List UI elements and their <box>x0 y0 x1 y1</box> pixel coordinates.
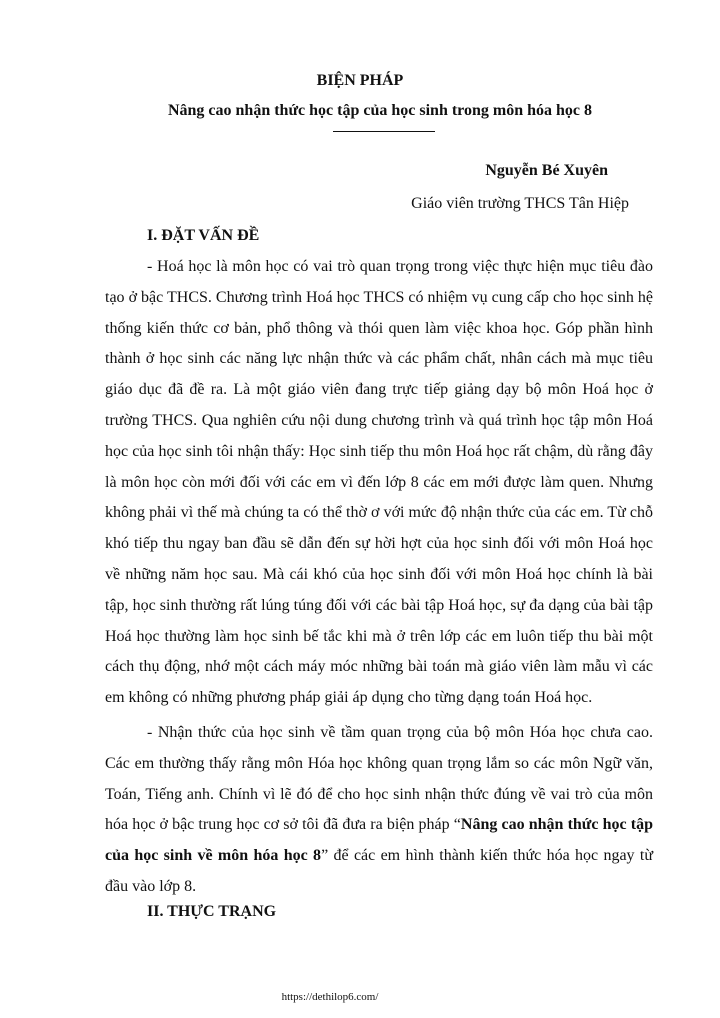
document-title: BIỆN PHÁP <box>316 72 404 89</box>
paragraph-1-text: - Hoá học là môn học có vai trò quan trọng trong việc thực hiện mục tiêu đào tạo ở bậc THCS. Chương trình Hoá học THCS có nhiệm vụ cung cấp cho học sinh hệ thống kiến thức cơ bản, phổ thông và thói quen làm việc khoa học. Góp phần hình thành ở học sinh các năng lực nhận thức và các phẩm chất, nhân cách mà mục tiêu giáo dục đã đề ra. Là một giáo viên đang trực tiếp giảng dạy bộ môn Hoá học ở trường THCS. Qua nghiên cứu nội dung chương trình và quá trình học tập môn Hoá học của học sinh tôi nhận thấy: Học sinh tiếp thu môn Hoá học rất chậm, dù rằng đây là môn học còn mới đối với các em vì đến lớp 8 các em mới được làm quen. Nhưng không phải vì thế mà chúng ta có thể thờ ơ với mức độ nhận thức của các em. Từ chỗ khó tiếp thu ngay ban đầu sẽ dẫn đến sự hời hợt của học sinh đối với môn Hoá học về những năm học sau. Mà cái khó của học sinh đối với môn Hoá học chính là bài tập, học sinh thường rất lúng túng đối với các bài tập Hoá học, sự đa dạng của bài tập Hoá học thường làm học sinh bế tắc khi mà ở trên lớp các em luôn tiếp thu bài một cách thụ động, nhớ một cách máy móc những bài toán mà giáo viên làm mẫu vì các em không có những phương pháp giải áp dụng cho từng dạng toán Hoá học. <box>105 258 653 707</box>
paragraph-2-bold-title: Nâng cao nhận thức học tập của học sinh về môn hóa học 8 <box>105 816 654 865</box>
title-underline <box>333 131 435 132</box>
author-affiliation: Giáo viên trường THCS Tân Hiệp <box>411 195 629 212</box>
footer-url: https://dethilop6.com/ <box>281 991 379 1003</box>
paragraph-1 <box>105 252 653 714</box>
author-name: Nguyễn Bé Xuyên <box>485 162 608 179</box>
section-heading-1: I. ĐẶT VẤN ĐỀ <box>147 227 260 244</box>
paragraph-2 <box>105 718 653 903</box>
paragraph-2-text-after: ” để các em hình thành kiến thức hóa học ngay từ đầu vào lớp 8. <box>105 847 654 895</box>
document-subtitle: Nâng cao nhận thức học tập của học sinh trong môn hóa học 8 <box>167 102 593 119</box>
section-heading-2: II. THỰC TRẠNG <box>147 903 277 920</box>
paragraph-2-text-before: - Nhận thức của học sinh về tầm quan trọng của bộ môn Hóa học chưa cao. Các em thường thấy rằng môn Hóa học không quan trọng lắm so các môn Ngữ văn, Toán, Tiếng anh. Chính vì lẽ đó để cho học sinh nhận thức đúng về vai trò của môn hóa học ở bậc trung học cơ sở tôi đã đưa ra biện pháp “ <box>105 724 653 834</box>
